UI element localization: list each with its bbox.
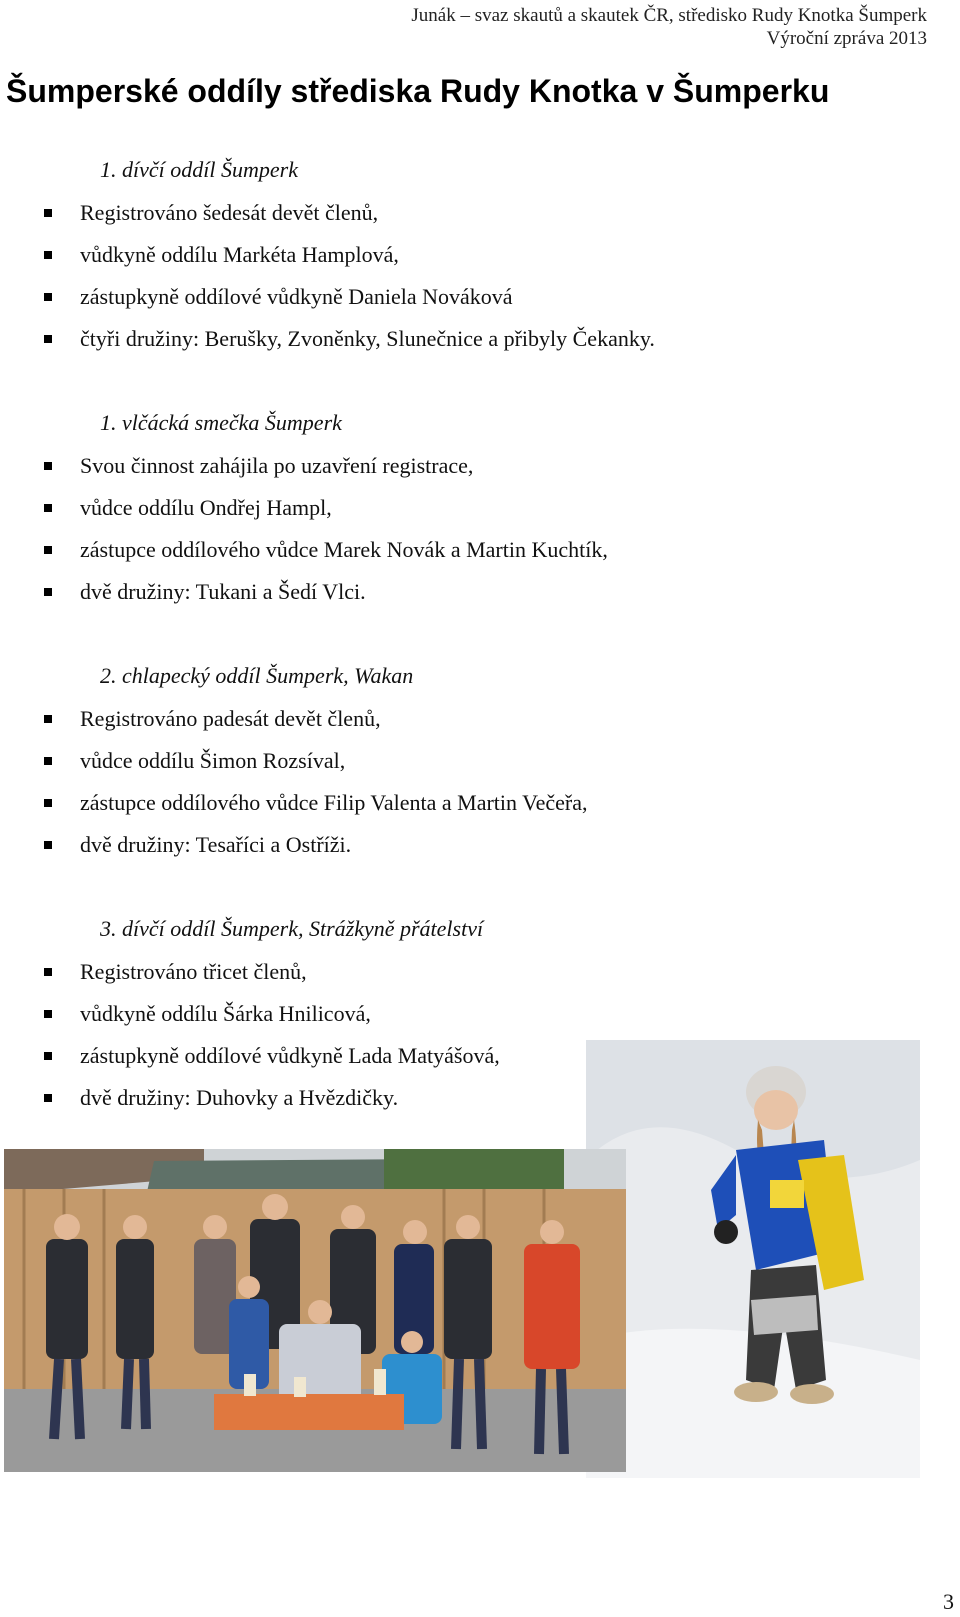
photo-scout-group-market — [4, 1149, 626, 1472]
section-heading-girls-troop-3: 3. dívčí oddíl Šumperk, Strážkyně přátelství — [100, 916, 484, 941]
bullet-square-icon — [44, 462, 52, 470]
bullet-square-icon — [44, 209, 52, 217]
bullet-square-icon — [44, 1010, 52, 1018]
bullet-square-icon — [44, 1052, 52, 1060]
page-number: 3 — [943, 1589, 954, 1614]
bullet-square-icon — [44, 293, 52, 301]
photo-child-in-snow — [586, 1040, 920, 1478]
bullet-square-icon — [44, 251, 52, 259]
bullet-square-icon — [44, 757, 52, 765]
header-organization: Junák – svaz skautů a skautek ČR, středisko Rudy Knotka Šumperk — [411, 5, 927, 26]
bullet-square-icon — [44, 546, 52, 554]
page-title: Šumperské oddíly střediska Rudy Knotka v Šumperku — [6, 73, 830, 109]
bullet-square-icon — [44, 588, 52, 596]
bullet-square-icon — [44, 799, 52, 807]
section-heading-girls-troop-1: 1. dívčí oddíl Šumperk — [100, 157, 298, 182]
bullet-square-icon — [44, 841, 52, 849]
bullet-square-icon — [44, 504, 52, 512]
bullet-square-icon — [44, 968, 52, 976]
section-heading-cub-pack: 1. vlčácká smečka Šumperk — [100, 410, 342, 435]
bullet-square-icon — [44, 335, 52, 343]
section-heading-boys-troop-2: 2. chlapecký oddíl Šumperk, Wakan — [100, 663, 414, 688]
header-report-year: Výroční zpráva 2013 — [766, 28, 927, 49]
bullet-square-icon — [44, 715, 52, 723]
bullet-square-icon — [44, 1094, 52, 1102]
